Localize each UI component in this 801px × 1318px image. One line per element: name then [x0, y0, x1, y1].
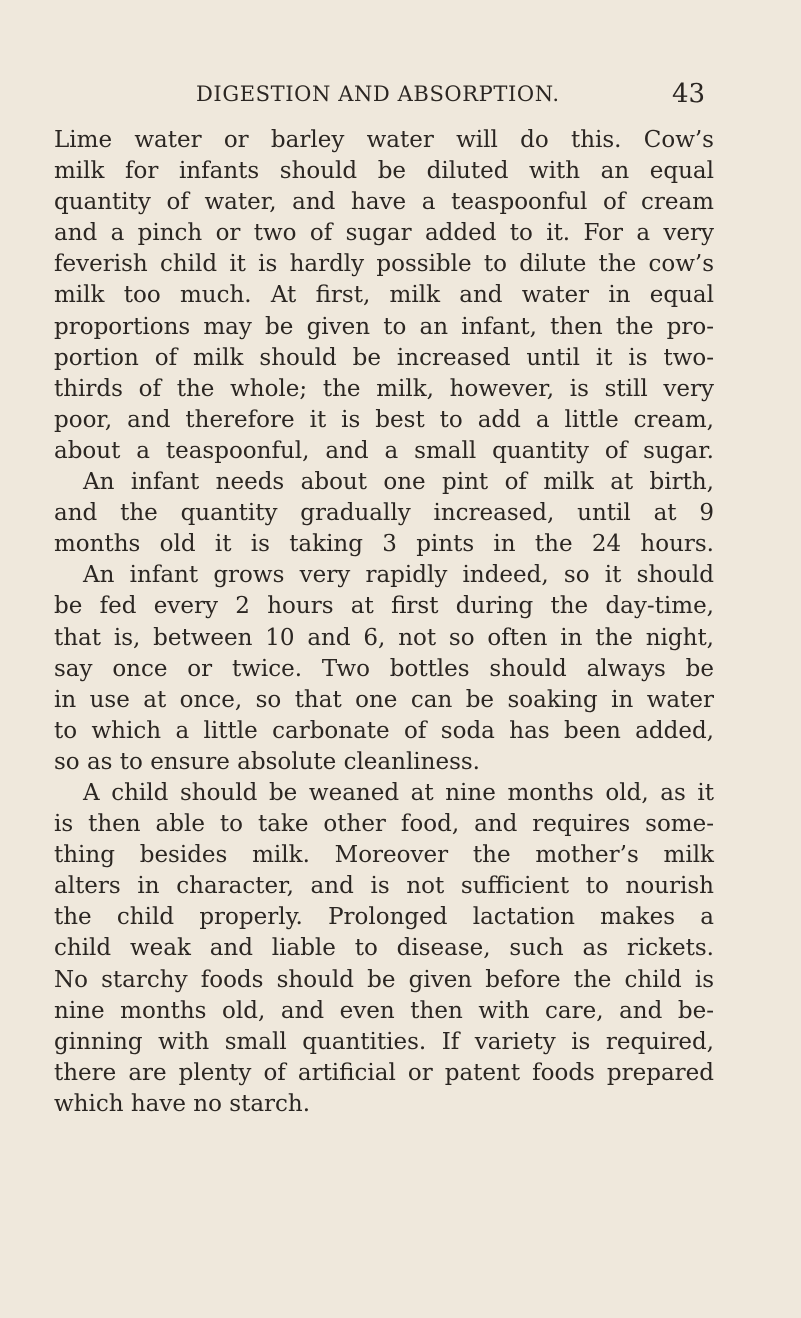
text-line: be fed every 2 hours at first during the day-time,	[54, 593, 714, 620]
text-line: An infant needs about one pint of milk at birth,	[83, 469, 714, 496]
text-line: and the quantity gradually increased, until at 9	[54, 500, 714, 527]
text-line: quantity of water, and have a teaspoonful of cream	[54, 189, 714, 216]
text-line: nine months old, and even then with care, and be-	[54, 997, 714, 1024]
text-line: ginning with small quantities. If variety is required,	[54, 1028, 714, 1055]
text-line: months old it is taking 3 pints in the 24 hours.	[54, 531, 714, 558]
page-number: 43	[672, 79, 706, 109]
text-line: there are plenty of artificial or patent foods prepared	[54, 1059, 714, 1086]
text-line: No starchy foods should be given before the child is	[54, 966, 714, 993]
text-line: thirds of the whole; the milk, however, is still very	[54, 375, 714, 402]
text-line: An infant grows very rapidly indeed, so it should	[83, 562, 714, 589]
text-line: the child properly. Prolonged lactation makes a	[54, 904, 714, 931]
text-line: milk for infants should be diluted with an equal	[54, 158, 714, 185]
text-line: and a pinch or two of sugar added to it. For a very	[54, 220, 714, 247]
text-line: which have no starch.	[54, 1090, 311, 1117]
text-line: thing besides milk. Moreover the mother’s milk	[54, 842, 714, 869]
text-line: proportions may be given to an infant, then the pro-	[54, 313, 714, 340]
text-line: alters in character, and is not sufficient to nourish	[54, 873, 714, 900]
text-line: about a teaspoonful, and a small quantity of sugar.	[54, 437, 714, 464]
text-line: in use at once, so that one can be soaking in water	[54, 686, 714, 713]
body-text	[54, 125, 714, 1120]
text-line: poor, and therefore it is best to add a little cream,	[54, 406, 714, 433]
text-line: say once or twice. Two bottles should always be	[54, 655, 714, 682]
text-line: child weak and liable to disease, such as rickets.	[54, 935, 714, 962]
text-line: that is, between 10 and 6, not so often in the night,	[54, 624, 714, 651]
text-line: feverish child it is hardly possible to dilute the cow’s	[54, 251, 714, 278]
running-head: DIGESTION AND ABSORPTION.	[196, 82, 560, 106]
text-line: milk too much. At first, milk and water in equal	[54, 282, 714, 309]
text-line: portion of milk should be increased until it is two-	[54, 344, 714, 371]
text-line: is then able to take other food, and requires some-	[54, 811, 714, 838]
text-line: Lime water or barley water will do this. Cow’s	[54, 127, 714, 153]
text-line: to which a little carbonate of soda has been added,	[54, 717, 714, 744]
text-line: A child should be weaned at nine months old, as it	[83, 779, 714, 806]
text-line: so as to ensure absolute cleanliness.	[54, 748, 480, 775]
